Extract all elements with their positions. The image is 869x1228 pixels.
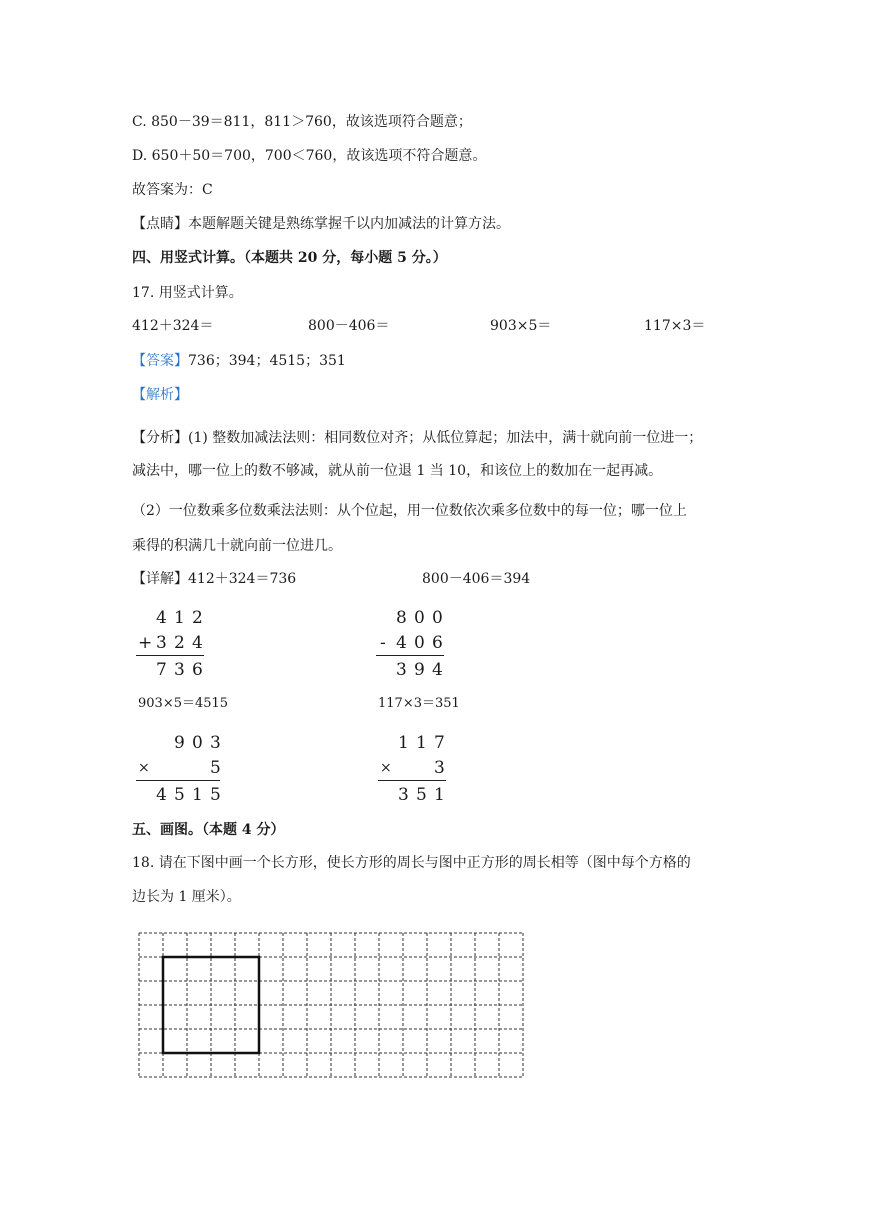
digit: 4 bbox=[396, 633, 407, 653]
answer-tag: 【答案】 bbox=[132, 353, 188, 369]
digit: 1 bbox=[398, 733, 409, 753]
digit: 9 bbox=[174, 733, 185, 753]
option-c-line: C. 850－39＝811，811＞760，故该选项符合题意； bbox=[132, 114, 472, 130]
difference-rule bbox=[376, 655, 444, 656]
exercise-2: 800－406＝ bbox=[308, 318, 390, 334]
section-five-heading: 五、画图。（本题 4 分） bbox=[132, 822, 285, 838]
digit: 7 bbox=[434, 733, 445, 753]
detail-line: 【详解】412＋324＝736 bbox=[132, 571, 297, 587]
digit: 6 bbox=[192, 660, 203, 680]
dotted-grid-svg bbox=[138, 932, 524, 1080]
digit: 3 bbox=[434, 758, 445, 778]
option-d-line: D. 650＋50＝700，700＜760，故该选项不符合题意。 bbox=[132, 148, 487, 164]
digit: 3 bbox=[156, 633, 167, 653]
digit: 5 bbox=[210, 785, 221, 805]
digit: 3 bbox=[210, 733, 221, 753]
exercise-4: 117×3＝ bbox=[644, 318, 706, 334]
digit: 7 bbox=[156, 660, 167, 680]
digit: 2 bbox=[174, 633, 185, 653]
digit: 6 bbox=[432, 633, 443, 653]
operator: × bbox=[380, 760, 392, 776]
digit: 9 bbox=[414, 660, 425, 680]
detail-line-2: 800－406＝394 bbox=[422, 571, 531, 587]
analysis-line-4: 乘得的积满几十就向前一位进几。 bbox=[132, 538, 342, 554]
digit: 0 bbox=[414, 633, 425, 653]
product-rule bbox=[136, 780, 220, 781]
equation-3: 903×5＝4515 bbox=[138, 696, 229, 711]
digit: 4 bbox=[432, 660, 443, 680]
operator: - bbox=[380, 633, 386, 653]
digit: 1 bbox=[416, 733, 427, 753]
digit: 0 bbox=[192, 733, 203, 753]
digit: 8 bbox=[396, 608, 407, 628]
analysis-line-1: 【分析】(1) 整数加减法法则：相同数位对齐；从低位算起；加法中，满十就向前一位进一； bbox=[132, 430, 703, 446]
digit: 3 bbox=[396, 660, 407, 680]
digit: 1 bbox=[434, 785, 445, 805]
digit: 3 bbox=[174, 660, 185, 680]
question-18-line-1: 18. 请在下图中画一个长方形，使长方形的周长与图中正方形的周长相等（图中每个方格的 bbox=[132, 855, 691, 871]
equation-4: 117×3＝351 bbox=[378, 696, 460, 711]
digit: 4 bbox=[156, 785, 167, 805]
digit: 1 bbox=[174, 608, 185, 628]
digit: 3 bbox=[398, 785, 409, 805]
analysis-line-2: 减法中，哪一位上的数不够减，就从前一位退 1 当 10，和该位上的数加在一起再减。 bbox=[132, 463, 663, 479]
analysis-line-3: （2）一位数乘多位数乘法法则：从个位起，用一位数依次乘多位数中的每一位；哪一位上 bbox=[132, 503, 687, 519]
digit: 5 bbox=[416, 785, 427, 805]
answer-line: 故答案为：C bbox=[132, 182, 213, 198]
digit: 5 bbox=[210, 758, 221, 778]
section-four-heading: 四、用竖式计算。（本题共 20 分，每小题 5 分。） bbox=[132, 250, 447, 266]
operator: × bbox=[138, 760, 150, 776]
exercise-1: 412＋324＝ bbox=[132, 318, 214, 334]
dianjing-note: 【点睛】本题解题关键是熟练掌握千以内加减法的计算方法。 bbox=[132, 216, 510, 232]
digit: 0 bbox=[432, 608, 443, 628]
digit: 2 bbox=[192, 608, 203, 628]
digit: 5 bbox=[174, 785, 185, 805]
digit: 1 bbox=[192, 785, 203, 805]
digit: 4 bbox=[156, 608, 167, 628]
operator: + bbox=[138, 633, 153, 653]
product-rule bbox=[378, 780, 446, 781]
jiexi-tag: 【解析】 bbox=[132, 387, 188, 403]
drawing-grid[interactable] bbox=[138, 932, 524, 1084]
digit: 4 bbox=[192, 633, 203, 653]
answer-values: 736；394；4515；351 bbox=[188, 353, 346, 369]
exercise-3: 903×5＝ bbox=[490, 318, 552, 334]
question-17: 17. 用竖式计算。 bbox=[132, 285, 243, 301]
question-18-line-2: 边长为 1 厘米）。 bbox=[132, 889, 241, 905]
digit: 0 bbox=[414, 608, 425, 628]
sum-rule bbox=[136, 655, 204, 656]
answer-row bbox=[132, 351, 346, 371]
